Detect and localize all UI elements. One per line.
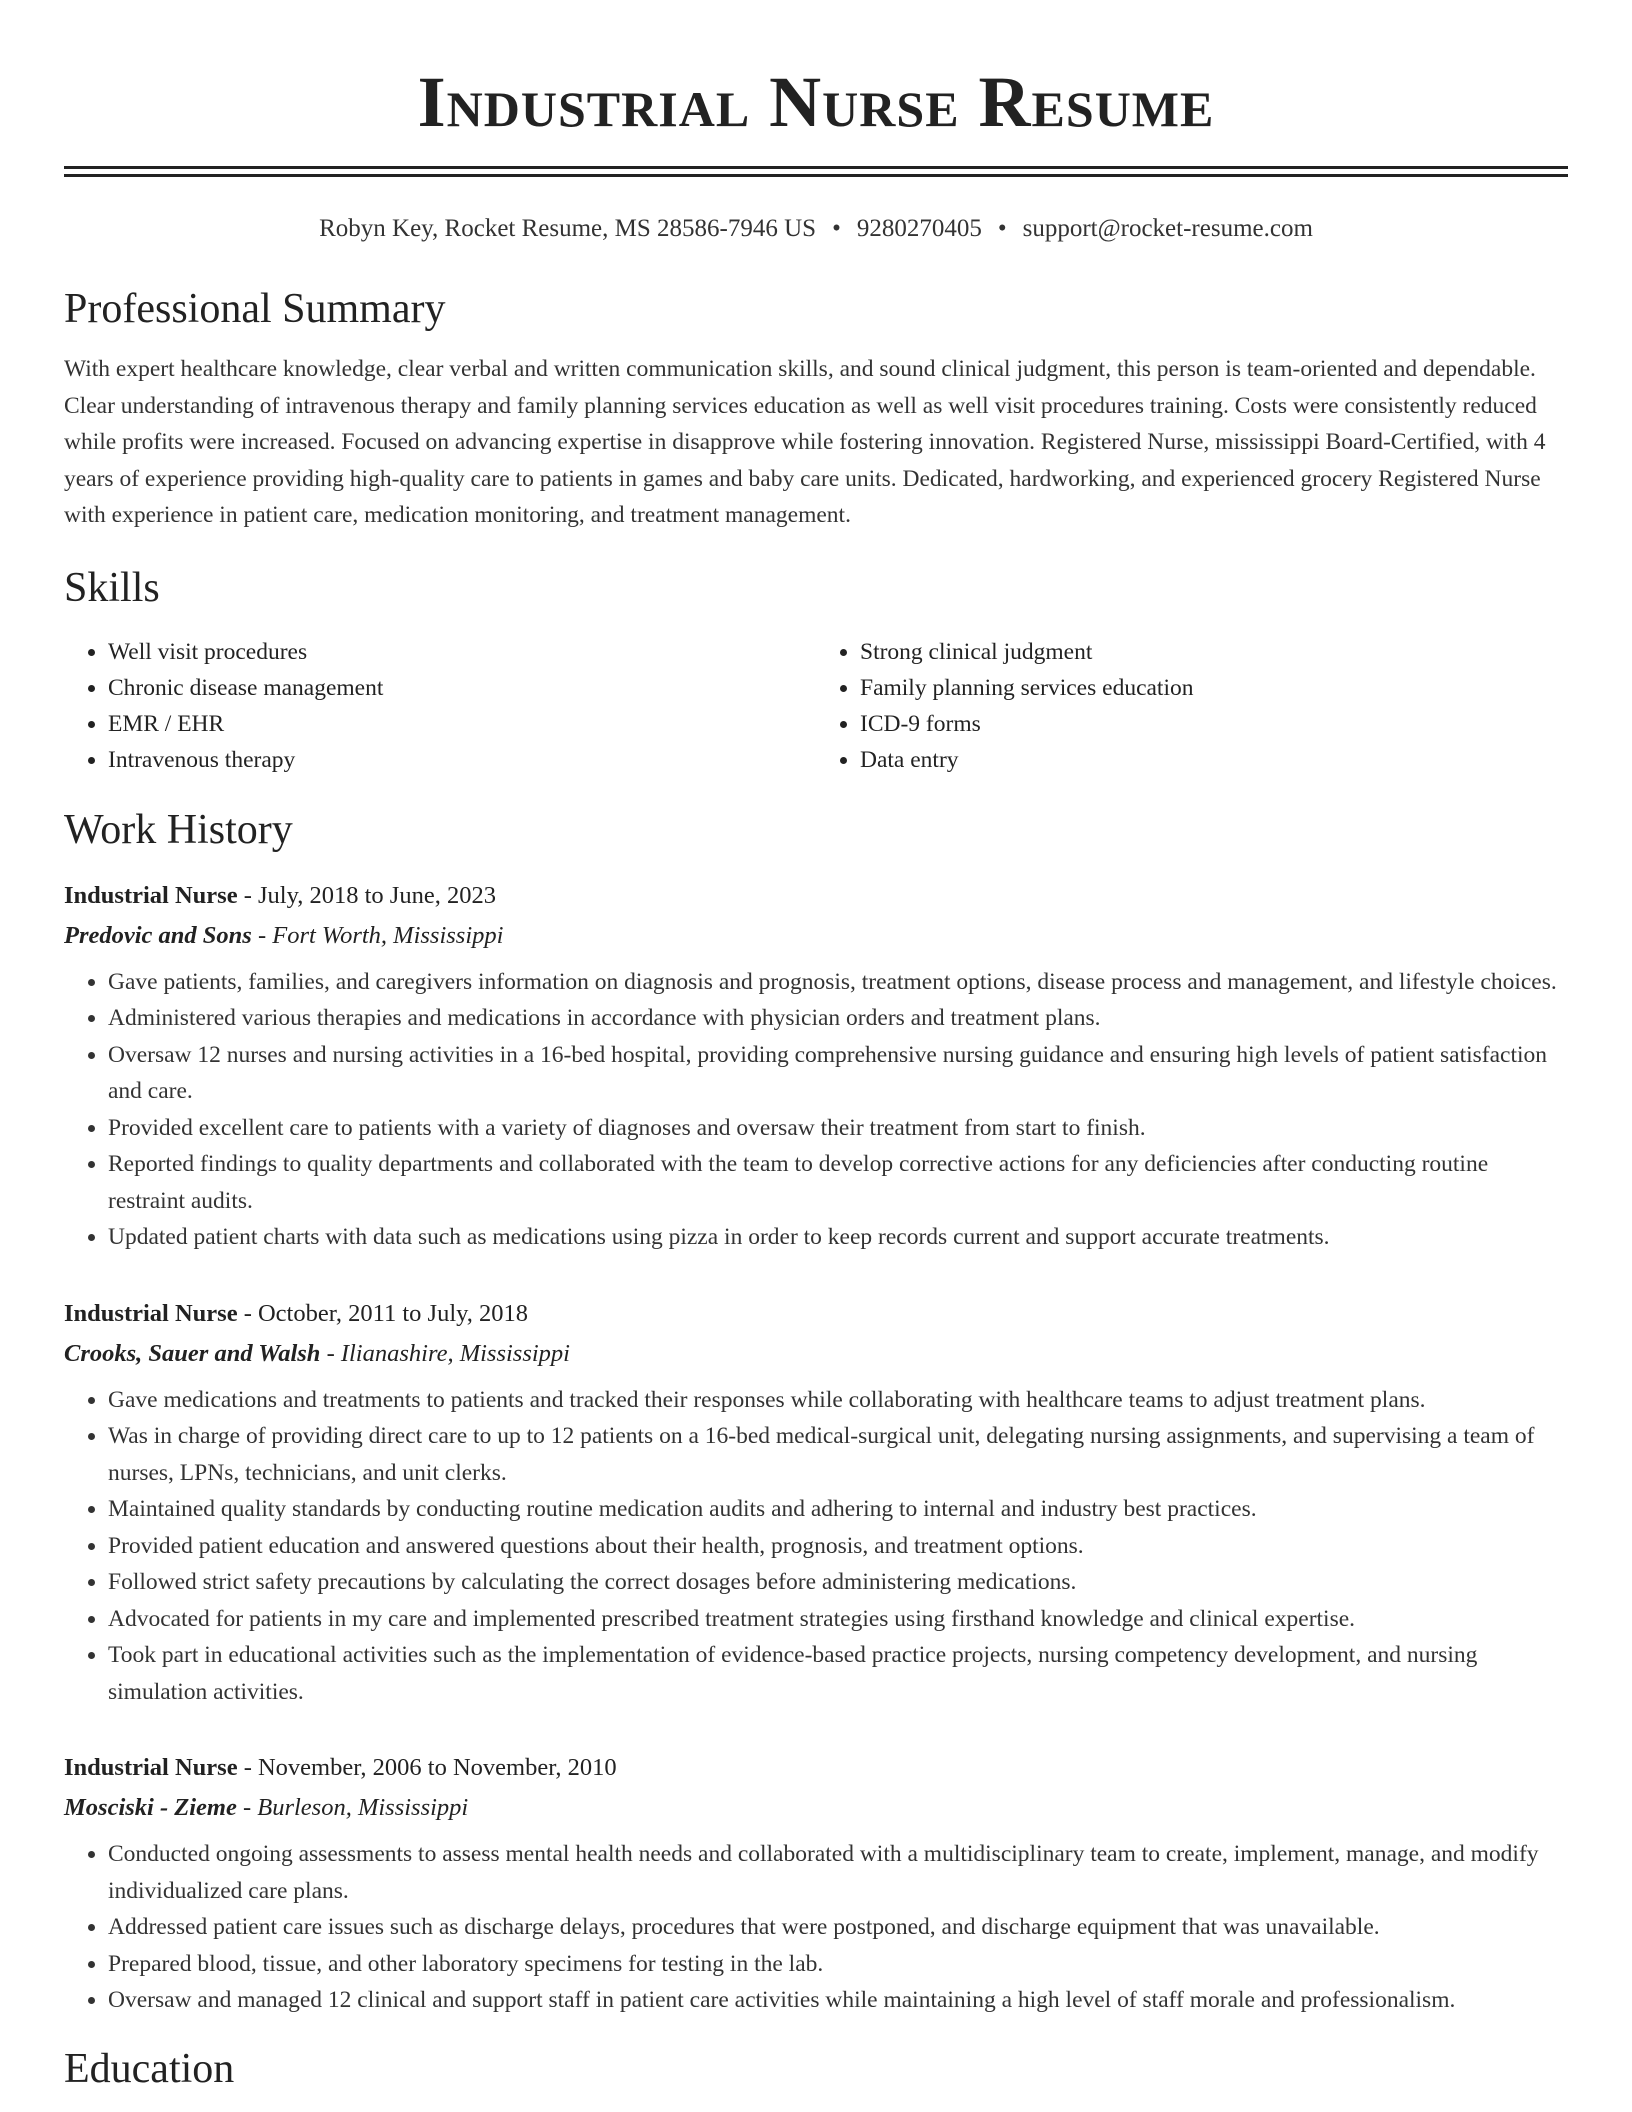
duty-item: • Prepared blood, tissue, and other laboratory specimens for testing in the lab. — [108, 1946, 1568, 1983]
education-heading: Education — [64, 2045, 235, 2092]
duty-item: • Updated patient charts with data such as medications using pizza in order to keep records current and support accurate treatments. — [108, 1219, 1568, 1256]
skill-item: • Well visit procedures — [108, 634, 816, 670]
duty-item: • Gave medications and treatments to patients and tracked their responses while collaborating with healthcare teams to adjust treatment plans. — [108, 1382, 1568, 1419]
job-entry — [64, 1294, 1568, 1711]
job-duties — [64, 1382, 1568, 1711]
skill-item: • Data entry — [860, 742, 1568, 778]
job-dates: - October, 2011 to July, 2018 — [237, 1299, 529, 1327]
company-name: Crooks, Sauer and Walsh — [64, 1339, 321, 1367]
company-name: Mosciski - Zieme — [64, 1794, 237, 1821]
skill-item: • Strong clinical judgment — [860, 634, 1568, 670]
job-title: Industrial Nurse — [64, 1299, 238, 1327]
page-title: Industrial Nurse Resume — [417, 62, 1215, 142]
job-duties — [64, 964, 1568, 1256]
job-entry — [64, 876, 1568, 1256]
company-location: - Burleson, Mississippi — [236, 1794, 469, 1821]
duty-item: • Addressed patient care issues such as discharge delays, procedures that were postponed, and discharge equipment that was unavailable. — [108, 1909, 1568, 1946]
duty-item: • Administered various therapies and medications in accordance with physician orders and treatment plans. — [108, 1000, 1568, 1037]
skills-heading: Skills — [64, 564, 160, 611]
bullet-separator: • — [832, 215, 841, 242]
contact-line — [64, 213, 1568, 245]
job-header — [64, 1294, 1568, 1334]
duty-item: • Was in charge of providing direct care to up to 12 patients on a 16-bed medical-surgical unit, delegating nursing assignments, and supervising a team of nurses, LPNs, technicians, and unit clerks. — [108, 1418, 1568, 1491]
duty-item: • Took part in educational activities such as the implementation of evidence-based practice projects, nursing competency development, and nursing simulation activities. — [108, 1637, 1568, 1710]
summary-heading: Professional Summary — [64, 286, 446, 332]
summary-text: With expert healthcare knowledge, clear verbal and written communication skills, and sound clinical judgment, this person is team-oriented and dependable. Clear understanding of intravenous therapy and family planning services education as well as well visit procedures training. Costs were consistently reduced while profits were increased. Focused on advancing expertise in disapprove while fostering innovation. Registered Nurse, mississippi Board-Certified, with 4 years of experience providing high-quality care to patients in games and baby care units. Dedicated, hardworking, and experienced grocery Registered Nurse with experience in patient care, medication monitoring, and treatment management. — [64, 356, 1546, 528]
job-employer — [64, 1788, 1568, 1828]
duty-item: • Maintained quality standards by conducting routine medication audits and adhering to internal and industry best practices. — [108, 1491, 1568, 1528]
job-header — [64, 876, 1568, 916]
job-employer — [64, 1334, 1568, 1374]
job-title: Industrial Nurse — [64, 1754, 238, 1781]
duty-item: • Gave patients, families, and caregivers information on diagnosis and prognosis, treatment options, disease process and management, and lifestyle choices. — [108, 964, 1568, 1001]
duty-item: • Oversaw and managed 12 clinical and support staff in patient care activities while maintaining a high level of staff morale and professionalism. — [108, 1982, 1568, 2019]
skills-column-left — [64, 634, 816, 778]
contact-address: Robyn Key, Rocket Resume, MS 28586-7946 US — [319, 215, 817, 242]
job-dates: - July, 2018 to June, 2023 — [237, 881, 496, 909]
title-divider — [64, 166, 1568, 177]
duty-item: • Reported findings to quality departments and collaborated with the team to develop corrective actions for any deficiencies after conducting routine restraint audits. — [108, 1146, 1568, 1219]
contact-email: support@rocket-resume.com — [1022, 215, 1313, 242]
job-entry — [64, 1748, 1568, 2019]
duty-item: • Oversaw 12 nurses and nursing activities in a 16-bed hospital, providing comprehensive nursing guidance and ensuring high levels of patient satisfaction and care. — [108, 1037, 1568, 1110]
work-history-heading: Work History — [64, 806, 293, 853]
duty-item: • Provided excellent care to patients with a variety of diagnoses and oversaw their treatment from start to finish. — [108, 1110, 1568, 1147]
skills-column-right — [816, 634, 1568, 778]
job-dates: - November, 2006 to November, 2010 — [237, 1754, 617, 1781]
skill-item: • Intravenous therapy — [108, 742, 816, 778]
company-location: - Ilianashire, Mississippi — [320, 1339, 570, 1367]
job-employer — [64, 916, 1568, 956]
duty-item: • Advocated for patients in my care and implemented prescribed treatment strategies using firsthand knowledge and clinical expertise. — [108, 1601, 1568, 1638]
skill-item: • Family planning services education — [860, 670, 1568, 706]
duty-item: • Followed strict safety precautions by calculating the correct dosages before administering medications. — [108, 1564, 1568, 1601]
job-title: Industrial Nurse — [64, 881, 238, 909]
duty-item: • Provided patient education and answered questions about their health, prognosis, and treatment options. — [108, 1528, 1568, 1565]
skills-list — [64, 634, 1568, 778]
duty-item: • Conducted ongoing assessments to assess mental health needs and collaborated with a multidisciplinary team to create, implement, manage, and modify individualized care plans. — [108, 1836, 1568, 1909]
job-header — [64, 1748, 1568, 1788]
job-duties — [64, 1836, 1568, 2019]
skill-item: • Chronic disease management — [108, 670, 816, 706]
company-name: Predovic and Sons — [64, 921, 252, 949]
company-location: - Fort Worth, Mississippi — [251, 921, 504, 949]
skill-item: • ICD-9 forms — [860, 706, 1568, 742]
contact-phone: 9280270405 — [856, 215, 982, 242]
bullet-separator: • — [997, 215, 1007, 242]
skill-item: • EMR / EHR — [108, 706, 816, 742]
